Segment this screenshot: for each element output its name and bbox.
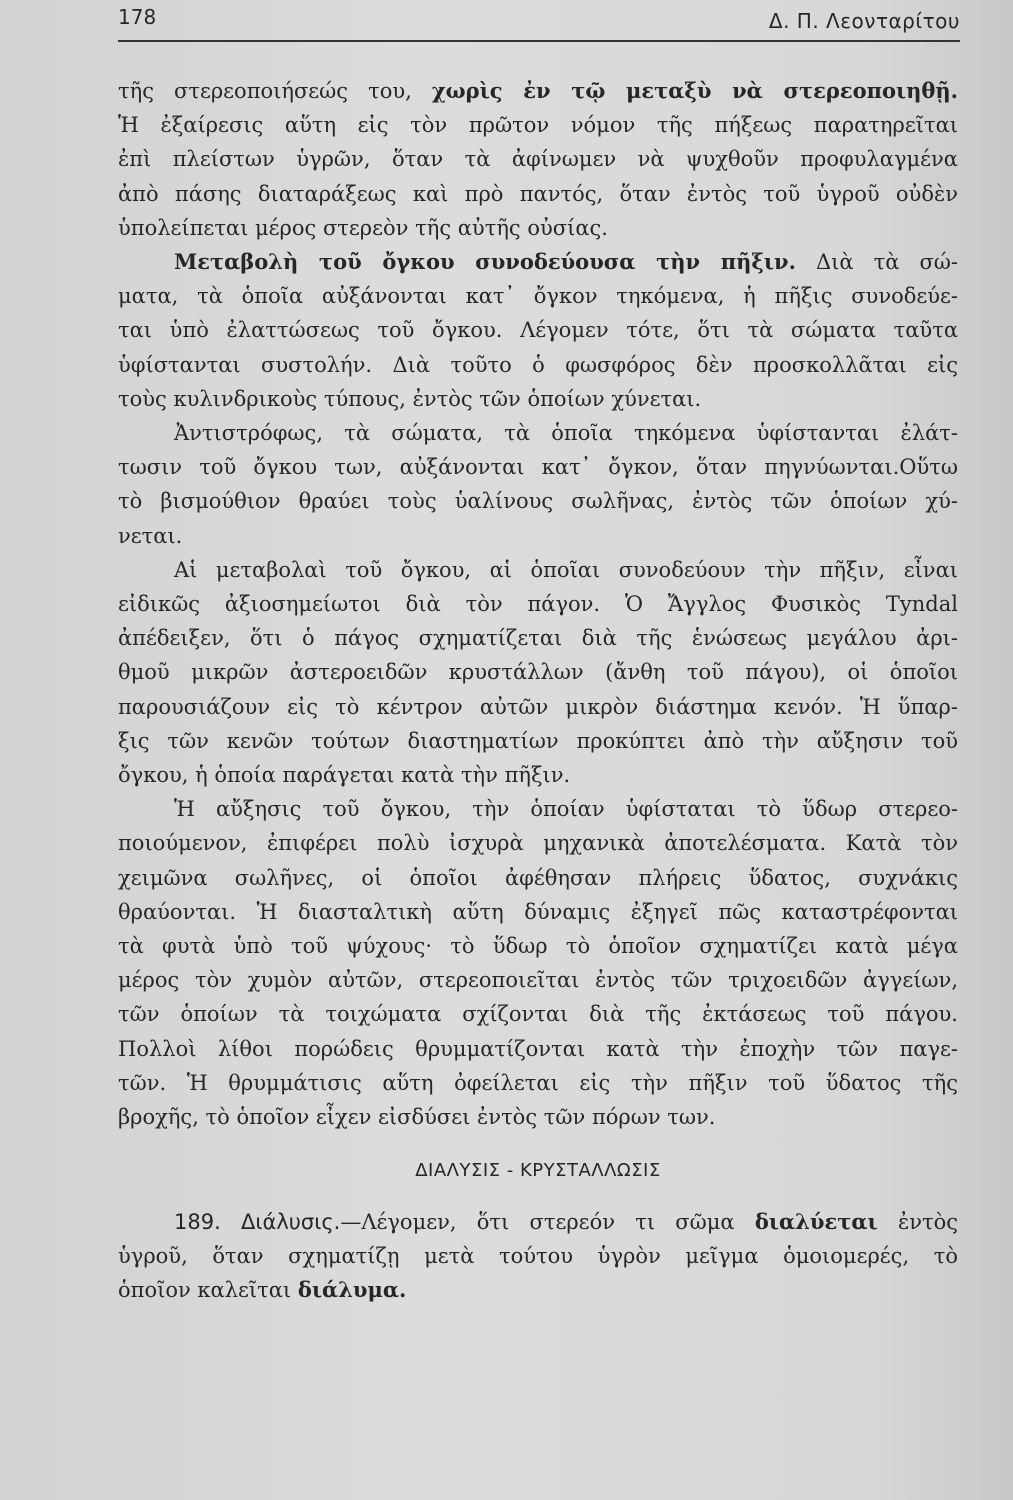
bold-term: διαλύεται — [754, 1208, 878, 1234]
text-line: ἀπὸ πάσης διαταράξεως καὶ πρὸ παντός, ὅταν ἐντὸς τοῦ ὑγροῦ οὐδὲν — [118, 181, 958, 206]
text-line: 189. Διάλυσις.—Λέγομεν, ὅτι στερεόν τι σῶμα διαλύεται ἐντὸς — [174, 1208, 958, 1234]
text-line: τῆς στερεοποιήσεώς του, χωρὶς ἐν τῷ μεταξὺ νὰ στερεοποιηθῇ. — [118, 78, 958, 103]
paragraph-number: 189. — [174, 1209, 221, 1234]
text-line: ἀπέδειξεν, ὅτι ὁ πάγος σχηματίζεται διὰ τῆς ἑνώσεως μεγάλου ἀρι- — [118, 626, 958, 651]
text-line: Μεταβολὴ τοῦ ὄγκου συνοδεύουσα τὴν πῆξιν. Διὰ τὰ σώ- — [174, 249, 958, 275]
text-line: θραύονται. Ἡ διασταλτικὴ αὕτη δύναμις ἐξηγεῖ πῶς καταστρέφονται — [118, 899, 958, 924]
text-line: ὑφίστανται συστολήν. Διὰ τοῦτο ὁ φωσφόρος δὲν προσκολλᾶται εἰς — [118, 352, 958, 377]
text-line: ὁποῖον καλεῖται διάλυμα. — [118, 1276, 407, 1302]
text-line: Ἀντιστρόφως, τὰ σώματα, τὰ ὁποῖα τηκόμενα ὑφίστανται ἐλάτ- — [174, 421, 958, 446]
text-line: ὑγροῦ, ὅταν σχηματίζῃ μετὰ τούτου ὑγρὸν μεῖγμα ὁμοιομερές, τὸ — [118, 1243, 958, 1268]
text-line: Αἱ μεταβολαὶ τοῦ ὄγκου, αἱ ὁποῖαι συνοδεύουν τὴν πῆξιν, εἶναι — [174, 557, 958, 582]
bold-term: διάλυμα. — [297, 1276, 407, 1302]
page-body — [118, 74, 958, 1307]
page-number: 178 — [118, 5, 157, 29]
text-line: ὑπολείπεται μέρος στερεὸν τῆς αὐτῆς οὐσίας. — [118, 215, 608, 240]
text-line: τὸ βισμούθιον θραύει τοὺς ὑαλίνους σωλῆνας, ἐντὸς τῶν ὁποίων χύ- — [118, 489, 958, 514]
running-head: Δ. Π. Λεονταρίτου — [768, 9, 960, 33]
text-line: εἰδικῶς ἀξιοσημείωτοι διὰ τὸν πάγον. Ὁ Ἄγγλος Φυσικὸς Tyndal — [118, 592, 958, 617]
text-line: βροχῆς, τὸ ὁποῖον εἶχεν εἰσδύσει ἐντὸς τῶν πόρων των. — [118, 1105, 716, 1130]
paragraph-heading: Μεταβολὴ τοῦ ὄγκου συνοδεύουσα τὴν πῆξιν. — [174, 249, 796, 275]
text-line: παρουσιάζουν εἰς τὸ κέντρον αὐτῶν μικρὸν διάστημα κενόν. Ἡ ὕπαρ- — [118, 694, 958, 719]
text-line: ποιούμενον, ἐπιφέρει πολὺ ἰσχυρὰ μηχανικὰ ἀποτελέσματα. Κατὰ τὸν — [118, 831, 958, 856]
paragraph-ice-volume — [118, 553, 958, 792]
text-line: Ἡ ἐξαίρεσις αὕτη εἰς τὸν πρῶτον νόμον τῆς πήξεως παρατηρεῖται — [118, 113, 958, 138]
text-line: τὰ φυτὰ ὑπὸ τοῦ ψύχους· τὸ ὕδωρ τὸ ὁποῖον σχηματίζει κατὰ μέγα — [118, 934, 958, 959]
paragraph-mechanical-effects — [118, 792, 958, 1134]
paragraph-conversely — [118, 416, 958, 553]
text-line: ται ὑπὸ ἐλαττώσεως τοῦ ὄγκου. Λέγομεν τότε, ὅτι τὰ σώματα ταῦτα — [118, 318, 958, 343]
paragraph-solidification-exception — [118, 74, 958, 245]
text-line: μέρος τὸν χυμὸν αὐτῶν, στερεοποιεῖται ἐντὸς τῶν τριχοειδῶν ἀγγείων, — [118, 968, 958, 993]
text-line: τωσιν τοῦ ὄγκου των, αὐξάνονται κατ᾽ ὄγκον, ὅταν πηγνύωνται.Οὕτω — [118, 455, 958, 480]
text-line: τοὺς κυλινδρικοὺς τύπους, ἐντὸς τῶν ὁποίων χύνεται. — [118, 386, 702, 411]
text-line: ὄγκου, ἡ ὁποία παράγεται κατὰ τὴν πῆξιν. — [118, 763, 571, 788]
header-rule — [118, 40, 960, 42]
paragraph-volume-change — [118, 245, 958, 416]
paragraph-189-dissolution — [118, 1205, 958, 1308]
section-heading: ΔΙΑΛΥΣΙΣ - ΚΡΥΣΤΑΛΛΩΣΙΣ — [415, 1160, 661, 1182]
page-header — [118, 2, 960, 38]
text-line: ἐπὶ πλείστων ὑγρῶν, ὅταν τὰ ἀφίνωμεν νὰ ψυχθοῦν προφυλαγμένα — [118, 147, 958, 172]
text-line: τῶν. Ἡ θρυμμάτισις αὕτη ὀφείλεται εἰς τὴν πῆξιν τοῦ ὕδατος τῆς — [118, 1070, 958, 1095]
text-line: ξις τῶν κενῶν τούτων διαστηματίων προκύπτει ἀπὸ τὴν αὔξησιν τοῦ — [118, 728, 958, 753]
text-line: θμοῦ μικρῶν ἀστεροειδῶν κρυστάλλων (ἄνθη τοῦ πάγου), οἱ ὁποῖοι — [118, 660, 958, 685]
text-line: ματα, τὰ ὁποῖα αὐξάνονται κατ᾽ ὄγκον τηκόμενα, ἡ πῆξις συνοδεύε- — [118, 284, 958, 309]
bold-phrase: χωρὶς ἐν τῷ μεταξὺ νὰ στερεοποιηθῇ. — [431, 78, 958, 103]
text-line: Πολλοὶ λίθοι πορώδεις θρυμματίζονται κατὰ τὴν ἐποχὴν τῶν παγε- — [118, 1036, 958, 1061]
text-line: τῶν ὁποίων τὰ τοιχώματα σχίζονται διὰ τῆς ἐκτάσεως τοῦ πάγου. — [118, 1002, 958, 1027]
text-line: νεται. — [118, 523, 183, 548]
text-line: χειμῶνα σωλῆνες, οἱ ὁποῖοι ἀφέθησαν πλήρεις ὕδατος, συχνάκις — [118, 865, 958, 890]
text-line: Ἡ αὔξησις τοῦ ὄγκου, τὴν ὁποίαν ὑφίσταται τὸ ὕδωρ στερεο- — [174, 797, 958, 822]
term-dialysis: Διάλυσις. — [241, 1209, 341, 1234]
